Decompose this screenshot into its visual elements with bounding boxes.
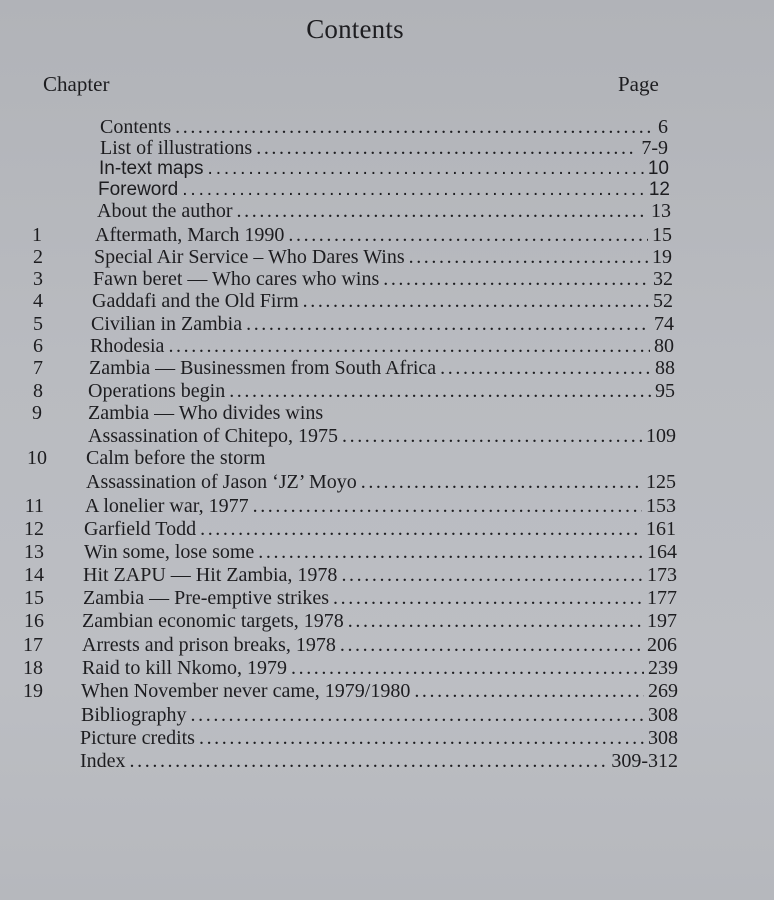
entry-title: Bibliography [81, 704, 187, 726]
dot-leader [303, 290, 649, 312]
dot-leader [291, 657, 644, 679]
entry-title: Index [80, 750, 126, 772]
toc-entry [0, 750, 774, 772]
chapter-number: 12 [24, 518, 44, 540]
entry-title: When November never came, 1979/1980 [81, 680, 411, 702]
page-number: 269 [648, 680, 678, 702]
chapter-number: 4 [33, 290, 43, 312]
page-number: 173 [647, 564, 677, 586]
page-number: 32 [653, 268, 673, 290]
dot-leader [208, 158, 644, 180]
chapter-number: 18 [23, 657, 43, 679]
dot-leader [191, 704, 644, 726]
dot-leader [414, 680, 644, 702]
dot-leader [409, 246, 648, 268]
toc-entry [0, 425, 774, 447]
page-number: 239 [648, 657, 678, 679]
dot-leader [182, 179, 645, 201]
toc-entry [0, 704, 774, 726]
dot-leader [288, 224, 648, 246]
toc-entry [0, 680, 774, 702]
dot-leader [199, 727, 644, 749]
chapter-number: 9 [32, 402, 42, 424]
dot-leader [168, 335, 650, 357]
dot-leader [333, 587, 643, 609]
dot-leader [361, 471, 642, 493]
toc-entry [0, 335, 774, 357]
toc-entry [0, 158, 774, 180]
entry-title: Assassination of Jason ‘JZ’ Moyo [86, 471, 357, 493]
page-number: 206 [647, 634, 677, 656]
chapter-number: 13 [24, 541, 44, 563]
entry-title: Gaddafi and the Old Firm [92, 290, 299, 312]
page-number: 19 [652, 246, 672, 268]
dot-leader [340, 634, 643, 656]
toc-entry [0, 380, 774, 402]
toc-entry [0, 495, 774, 517]
page-number: 308 [648, 704, 678, 726]
dot-leader [348, 610, 643, 632]
entry-title: Arrests and prison breaks, 1978 [82, 634, 336, 656]
page-number: 164 [647, 541, 677, 563]
entry-title: Garfield Todd [84, 518, 197, 540]
entry-title: Operations begin [88, 380, 226, 402]
page-number: 52 [653, 290, 673, 312]
chapter-number: 17 [23, 634, 43, 656]
chapter-number: 14 [24, 564, 44, 586]
chapter-number: 3 [33, 268, 43, 290]
chapter-number: 16 [24, 610, 44, 632]
entry-title: In-text maps [99, 158, 204, 179]
toc-entry [0, 447, 774, 469]
toc-entry [0, 268, 774, 290]
dot-leader [130, 750, 608, 772]
page-number: 95 [655, 380, 675, 402]
page-number: 7-9 [641, 137, 668, 159]
entry-title: Raid to kill Nkomo, 1979 [82, 657, 287, 679]
entry-title: Foreword [98, 179, 179, 200]
chapter-number: 19 [23, 680, 43, 702]
page-number: 15 [652, 224, 672, 246]
toc-entry [0, 610, 774, 632]
page-number: 6 [658, 116, 668, 138]
entry-title: Calm before the storm [86, 447, 266, 469]
entry-title: Special Air Service – Who Dares Wins [94, 246, 405, 268]
entry-title: Aftermath, March 1990 [95, 224, 285, 246]
chapter-number: 2 [33, 246, 43, 268]
entry-title: Zambian economic targets, 1978 [82, 610, 344, 632]
entry-title: Picture credits [80, 727, 195, 749]
toc-entry [0, 116, 774, 138]
page-number: 153 [646, 495, 676, 517]
toc-entry [0, 634, 774, 656]
toc-entry [0, 657, 774, 679]
entry-title: Rhodesia [90, 335, 165, 357]
dot-leader [383, 268, 649, 290]
page-number: 308 [648, 727, 678, 749]
page-number: 12 [648, 179, 670, 200]
toc-entry [0, 564, 774, 586]
chapter-number: 11 [24, 495, 44, 517]
toc-entry [0, 357, 774, 379]
dot-leader [256, 137, 637, 159]
page-number: 74 [654, 313, 674, 335]
dot-leader [175, 116, 654, 138]
page-number: 125 [646, 471, 676, 493]
toc-entry [0, 471, 774, 493]
entry-title: Contents [100, 116, 172, 138]
entry-title: Fawn beret — Who cares who wins [93, 268, 380, 290]
entry-title: About the author [97, 200, 233, 222]
toc-entry [0, 200, 774, 222]
toc-entry [0, 246, 774, 268]
toc-entry [0, 313, 774, 335]
dot-leader [440, 357, 651, 379]
chapter-number: 6 [33, 335, 43, 357]
toc-entry [0, 224, 774, 246]
entry-title: A lonelier war, 1977 [85, 495, 249, 517]
dot-leader [229, 380, 651, 402]
page-number: 10 [647, 158, 669, 179]
entry-title: Win some, lose some [84, 541, 255, 563]
page-number: 309-312 [611, 750, 678, 772]
toc-entry [0, 402, 774, 424]
dot-leader [200, 518, 642, 540]
dot-leader [237, 200, 647, 222]
page-column-header: Page [618, 72, 659, 96]
entry-title: Zambia — Who divides wins [88, 402, 324, 424]
dot-leader [342, 425, 642, 447]
entry-title: Zambia — Businessmen from South Africa [89, 357, 437, 379]
chapter-column-header: Chapter [43, 72, 110, 96]
chapter-number: 10 [27, 447, 47, 469]
toc-entry [0, 137, 774, 159]
toc-entry [0, 518, 774, 540]
entry-title: Zambia — Pre-emptive strikes [83, 587, 330, 609]
page-number: 197 [647, 610, 677, 632]
chapter-number: 15 [24, 587, 44, 609]
chapter-number: 8 [33, 380, 43, 402]
chapter-number: 7 [33, 357, 43, 379]
toc-entry [0, 179, 774, 201]
dot-leader [258, 541, 643, 563]
toc-entry [0, 587, 774, 609]
page-number: 161 [646, 518, 676, 540]
dot-leader [253, 495, 642, 517]
toc-entry [0, 727, 774, 749]
page-title: Contents [306, 14, 404, 44]
entry-title: Assassination of Chitepo, 1975 [88, 425, 338, 447]
entry-title: Civilian in Zambia [91, 313, 243, 335]
chapter-number: 5 [33, 313, 43, 335]
entry-title: Hit ZAPU — Hit Zambia, 1978 [83, 564, 338, 586]
chapter-number: 1 [32, 224, 42, 246]
page-number: 88 [655, 357, 675, 379]
page-number: 177 [647, 587, 677, 609]
toc-entry [0, 290, 774, 312]
toc-entry [0, 541, 774, 563]
dot-leader [246, 313, 650, 335]
entry-title: List of illustrations [100, 137, 253, 159]
page-number: 109 [646, 425, 676, 447]
page-number: 13 [651, 200, 671, 222]
page-number: 80 [654, 335, 674, 357]
dot-leader [341, 564, 643, 586]
